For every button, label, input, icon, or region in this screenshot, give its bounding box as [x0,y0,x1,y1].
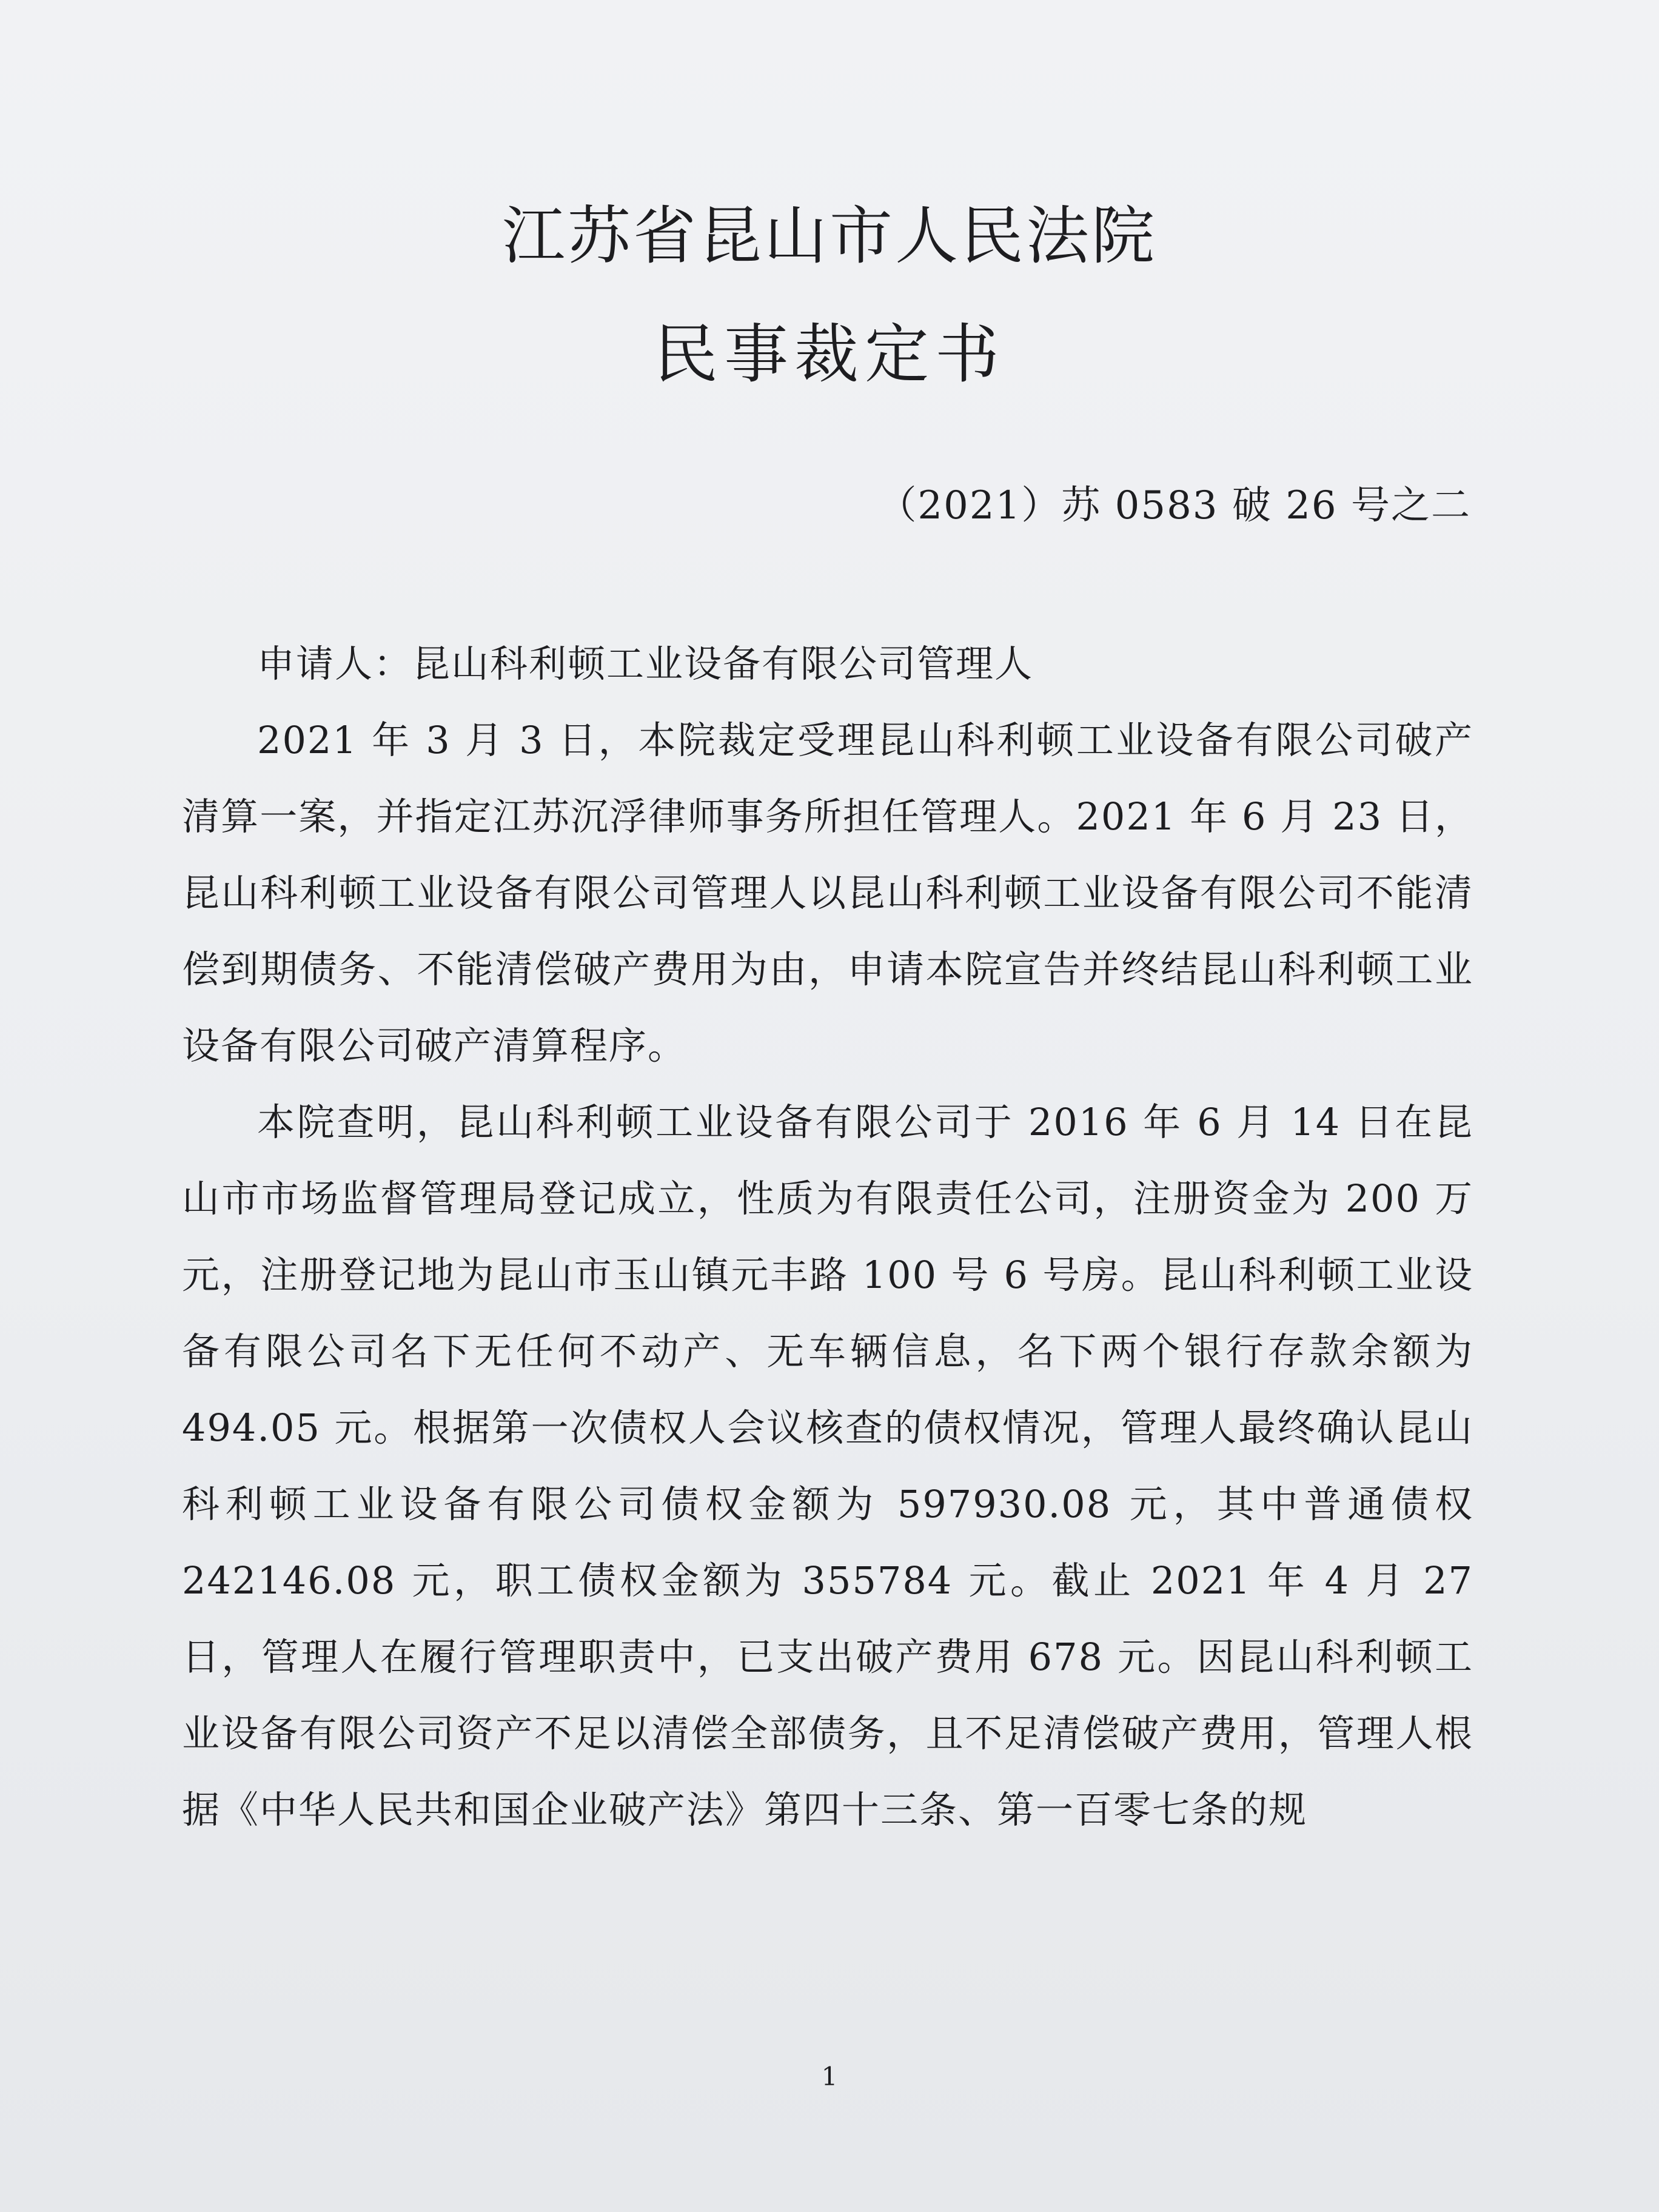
page-number: 1 [821,2062,838,2091]
document-body [182,626,1473,1848]
court-name: 江苏省昆山市人民法院 [501,199,1157,273]
applicant-line: 申请人：昆山科利顿工业设备有限公司管理人 [257,642,1034,686]
document-type-title: 民事裁定书 [654,317,1005,392]
paragraph-acceptance: 2021 年 3 月 3 日，本院裁定受理昆山科利顿工业设备有限公司破产清算一案，并指定江苏沉浮律师事务所担任管理人。2021 年 6 月 23 日，昆山科利顿工业设备有限公司管理人以昆山科利顿工业设备有限公司不能清偿到期债务、不能清偿破产费用为由，申请本院宣告并终结昆山科利顿工业设备有限公司破产清算程序。 [182,718,1473,1068]
paragraph-findings: 本院查明，昆山科利顿工业设备有限公司于 2016 年 6 月 14 日在昆山市市场监督管理局登记成立，性质为有限责任公司，注册资金为 200 万元，注册登记地为昆山市玉山镇元丰路 100 号 6 号房。昆山科利顿工业设备有限公司名下无任何不动产、无车辆信息，名下两个银行存款余额为 494.05 元。根据第一次债权人会议核查的债权情况，管理人最终确认昆山科利顿工业设备有限公司债权金额为 597930.08 元，其中普通债权 242146.08 元，职工债权金额为 355784 元。截止 2021 年 4 月 27 日，管理人在履行管理职责中，已支出破产费用 678 元。因昆山科利顿工业设备有限公司资产不足以清偿全部债务，且不足清偿破产费用，管理人根据《中华人民共和国企业破产法》第四十三条、第一百零七条的规 [182,1100,1473,1832]
case-number: （2021）苏 0583 破 26 号之二 [877,483,1471,528]
